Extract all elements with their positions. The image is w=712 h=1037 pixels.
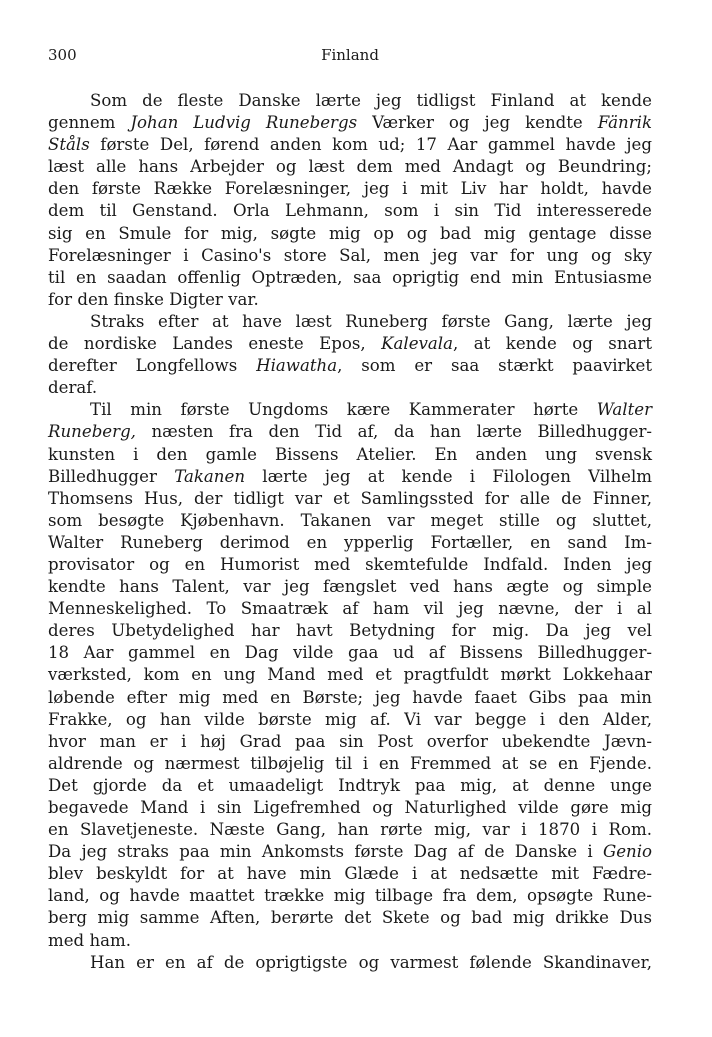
italic-title: Ståls — [48, 135, 90, 155]
text-line: Det gjorde da et umaadeligt Indtryk paa mig, at denne unge — [48, 775, 652, 795]
text-line: provisator og en Humorist med skemtefulde Indfald. Inden jeg — [48, 554, 652, 574]
text-line: sig en Smule for mig, søgte mig op og bad mig gentage disse — [48, 223, 652, 243]
italic-title: Hiawatha — [256, 356, 338, 376]
italic-title: Johan Ludvig Runebergs — [130, 113, 358, 133]
text-line: Forelæsninger i Casino's store Sal, men jeg var for ung og sky — [48, 245, 652, 265]
text-line: gennem Johan Ludvig Runebergs Værker og jeg kendte Fänrik — [48, 113, 653, 133]
text-line: hvor man er i høj Grad paa sin Post overfor ubekendte Jævn- — [48, 731, 652, 751]
text-line: deraf. — [48, 378, 98, 398]
text-line: begavede Mand i sin Ligefremhed og Naturlighed vilde gøre mig — [48, 798, 652, 817]
text-line: Til min første Ungdoms kære Kammerater hørte Walter — [90, 400, 652, 420]
text-line: Menneskelighed. To Smaatræk af ham vil jeg nævne, der i al — [48, 599, 652, 619]
text-line: berg mig samme Aften, berørte det Skete og bad mig drikke Dus — [48, 908, 652, 928]
text-line: som besøgte Kjøbenhavn. Takanen var meget stille og sluttet, — [48, 510, 652, 530]
paragraph — [48, 311, 652, 399]
text-line: Da jeg straks paa min Ankomsts første Dag af de Danske i Genio — [48, 842, 652, 862]
running-head: Finland — [321, 46, 379, 64]
italic-title: Walter — [596, 400, 652, 420]
paragraph — [48, 90, 652, 311]
italic-title: Fänrik — [597, 113, 653, 133]
text-line: blev beskyldt for at have min Glæde i at nedsætte mit Fædre- — [48, 864, 652, 884]
text-line: en Slavetjeneste. Næste Gang, han rørte mig, var i 1870 i Rom. — [48, 820, 652, 840]
text-line: til en saadan offenlig Optræden, saa oprigtig end min Entusiasme — [48, 267, 652, 287]
book-page — [48, 46, 652, 974]
text-line: land, og havde maattet trække mig tilbage fra dem, opsøgte Rune- — [48, 886, 652, 906]
italic-title: Kalevala — [381, 334, 453, 354]
text-line: Walter Runeberg derimod en ypperlig Fortæller, en sand Im- — [48, 532, 652, 552]
paragraph — [48, 399, 652, 951]
text-line: læst alle hans Arbejder og læst dem med Andagt og Beundring; — [48, 157, 652, 177]
page-header — [48, 46, 652, 72]
text-line: med ham. — [48, 930, 132, 950]
body-text — [48, 90, 652, 974]
text-line: dem til Genstand. Orla Lehmann, som i sin Tid interesserede — [48, 201, 652, 221]
text-line: kendte hans Talent, var jeg fængslet ved hans ægte og simple — [48, 577, 652, 597]
text-line: 18 Aar gammel en Dag vilde gaa ud af Bissens Billedhugger- — [48, 643, 652, 663]
text-line: derefter Longfellows Hiawatha, som er saa stærkt paavirket — [48, 356, 652, 376]
text-line: Ståls første Del, førend anden kom ud; 17 Aar gammel havde jeg — [48, 135, 652, 155]
text-line: aldrende og nærmest tilbøjelig til i en Fremmed at se en Fjende. — [48, 753, 652, 773]
text-line: Billedhugger Takanen lærte jeg at kende i Filologen Vilhelm — [48, 466, 652, 486]
text-line: Straks efter at have læst Runeberg første Gang, lærte jeg — [90, 311, 652, 331]
text-line: Frakke, og han vilde børste mig af. Vi var begge i den Alder, — [48, 709, 652, 729]
italic-title: Runeberg, — [48, 422, 136, 442]
italic-title: Genio — [602, 842, 652, 862]
text-line: løbende efter mig med en Børste; jeg havde faaet Gibs paa min — [48, 687, 652, 707]
text-line: Han er en af de oprigtigste og varmest følende Skandinaver, — [90, 952, 652, 972]
italic-title: Takanen — [174, 466, 246, 486]
paragraph — [48, 952, 652, 974]
text-line: kunsten i den gamle Bissens Atelier. En anden ung svensk — [48, 444, 652, 464]
text-line: den første Række Forelæsninger, jeg i mit Liv har holdt, havde — [48, 179, 652, 199]
text-line: for den finske Digter var. — [48, 289, 259, 309]
text-line: Runeberg, næsten fra den Tid af, da han lærte Billedhugger- — [48, 422, 652, 442]
text-line: deres Ubetydelighed har havt Betydning for mig. Da jeg vel — [48, 621, 652, 641]
text-line: Som de fleste Danske lærte jeg tidligst Finland at kende — [90, 91, 652, 110]
page-number: 300 — [48, 46, 77, 64]
text-line: værksted, kom en ung Mand med et pragtfuldt mørkt Lokkehaar — [48, 665, 652, 685]
text-line: Thomsens Hus, der tidligt var et Samlingssted for alle de Finner, — [48, 488, 652, 508]
text-line: de nordiske Landes eneste Epos, Kalevala, at kende og snart — [48, 334, 653, 354]
